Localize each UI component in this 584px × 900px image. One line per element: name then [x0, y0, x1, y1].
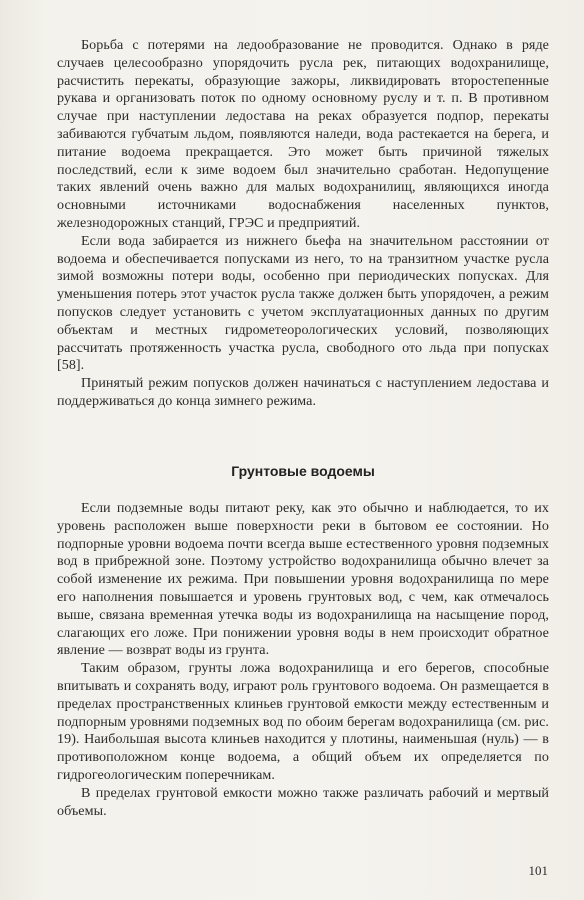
paragraph: В пределах грунтовой емкости можно также различать рабочий и мертвый объемы.: [57, 784, 549, 819]
text-block-top: [57, 37, 549, 411]
paragraph: Если вода забирается из нижнего бьефа на значительном расстоянии от водоема и обеспечивается попусками из него, то на транзитном участке русла зимой возможны потери воды, особенно при периодических попусках. Для уменьшения потерь этот участок русла также должен быть упорядочен, а режим попусков следует установить с учетом эксплуатационных данных по другим объектам и местных гидрометеорологических условий, позволяющих рассчитать протяженность участка русла, свободного ото льда при попусках [58].: [57, 232, 549, 374]
paragraph: Таким образом, грунты ложа водохранилища и его берегов, способные впитывать и сохранять воду, играют роль грунтового водоема. Он размещается в пределах пространственных клиньев грунтовой емкости между естественным и подпорным уровнями подземных вод по обоим берегам водохранилища (см. рис. 19). Наибольшая высота клиньев находится у плотины, наименьшая (нуль) — в противоположном конце водоема, а общий объем их определяется по гидрогеологическим поперечникам.: [57, 660, 549, 783]
text-block-bottom: [57, 500, 549, 820]
page-number: 101: [528, 863, 548, 878]
paragraph: Принятый режим попусков должен начинаться с наступлением ледостава и поддерживаться до конца зимнего режима.: [57, 375, 549, 409]
paragraph: Если подземные воды питают реку, как это обычно и наблюдается, то их уровень расположен выше поверхности реки в бытовом ее состоянии. Но подпорные уровни водоема почти всегда выше естественного уровня подземных вод в прибрежной зоне. Поэтому устройство водохранилища обычно влечет за собой изменение их режима. При повышении уровня водохранилища по мере его наполнения повышается и уровень грунтовых вод, с чем, как отмечалось выше, связана временная утечка воды из водохранилища на насыщение пород, слагающих его ложе. При понижении уровня воды в нем происходит обратное явление — возврат воды из грунта.: [57, 500, 549, 659]
paragraph: Борьба с потерями на ледообразование не проводится. Однако в ряде случаев целесообразно упорядочить русла рек, питающих водохранилище, расчистить перекаты, образующие зажоры, ликвидировать второстепенные рукава и организовать поток по одному основному руслу и т. п. В противном случае при наступлении ледостава на реках образуется подпор, перекаты забиваются губчатым льдом, появляются наледи, вода растекается на берега, и питание водоема прекращается. Это может быть причиной тяжелых последствий, если к зиме водоем был значительно сработан. Недопущение таких явлений очень важно для малых водохранилищ, являющихся иногда основными источниками водоснабжения населенных пунктов, железнодорожных станций, ГРЭС и предприятий.: [57, 37, 549, 231]
section-heading: Грунтовые водоемы: [231, 463, 375, 479]
